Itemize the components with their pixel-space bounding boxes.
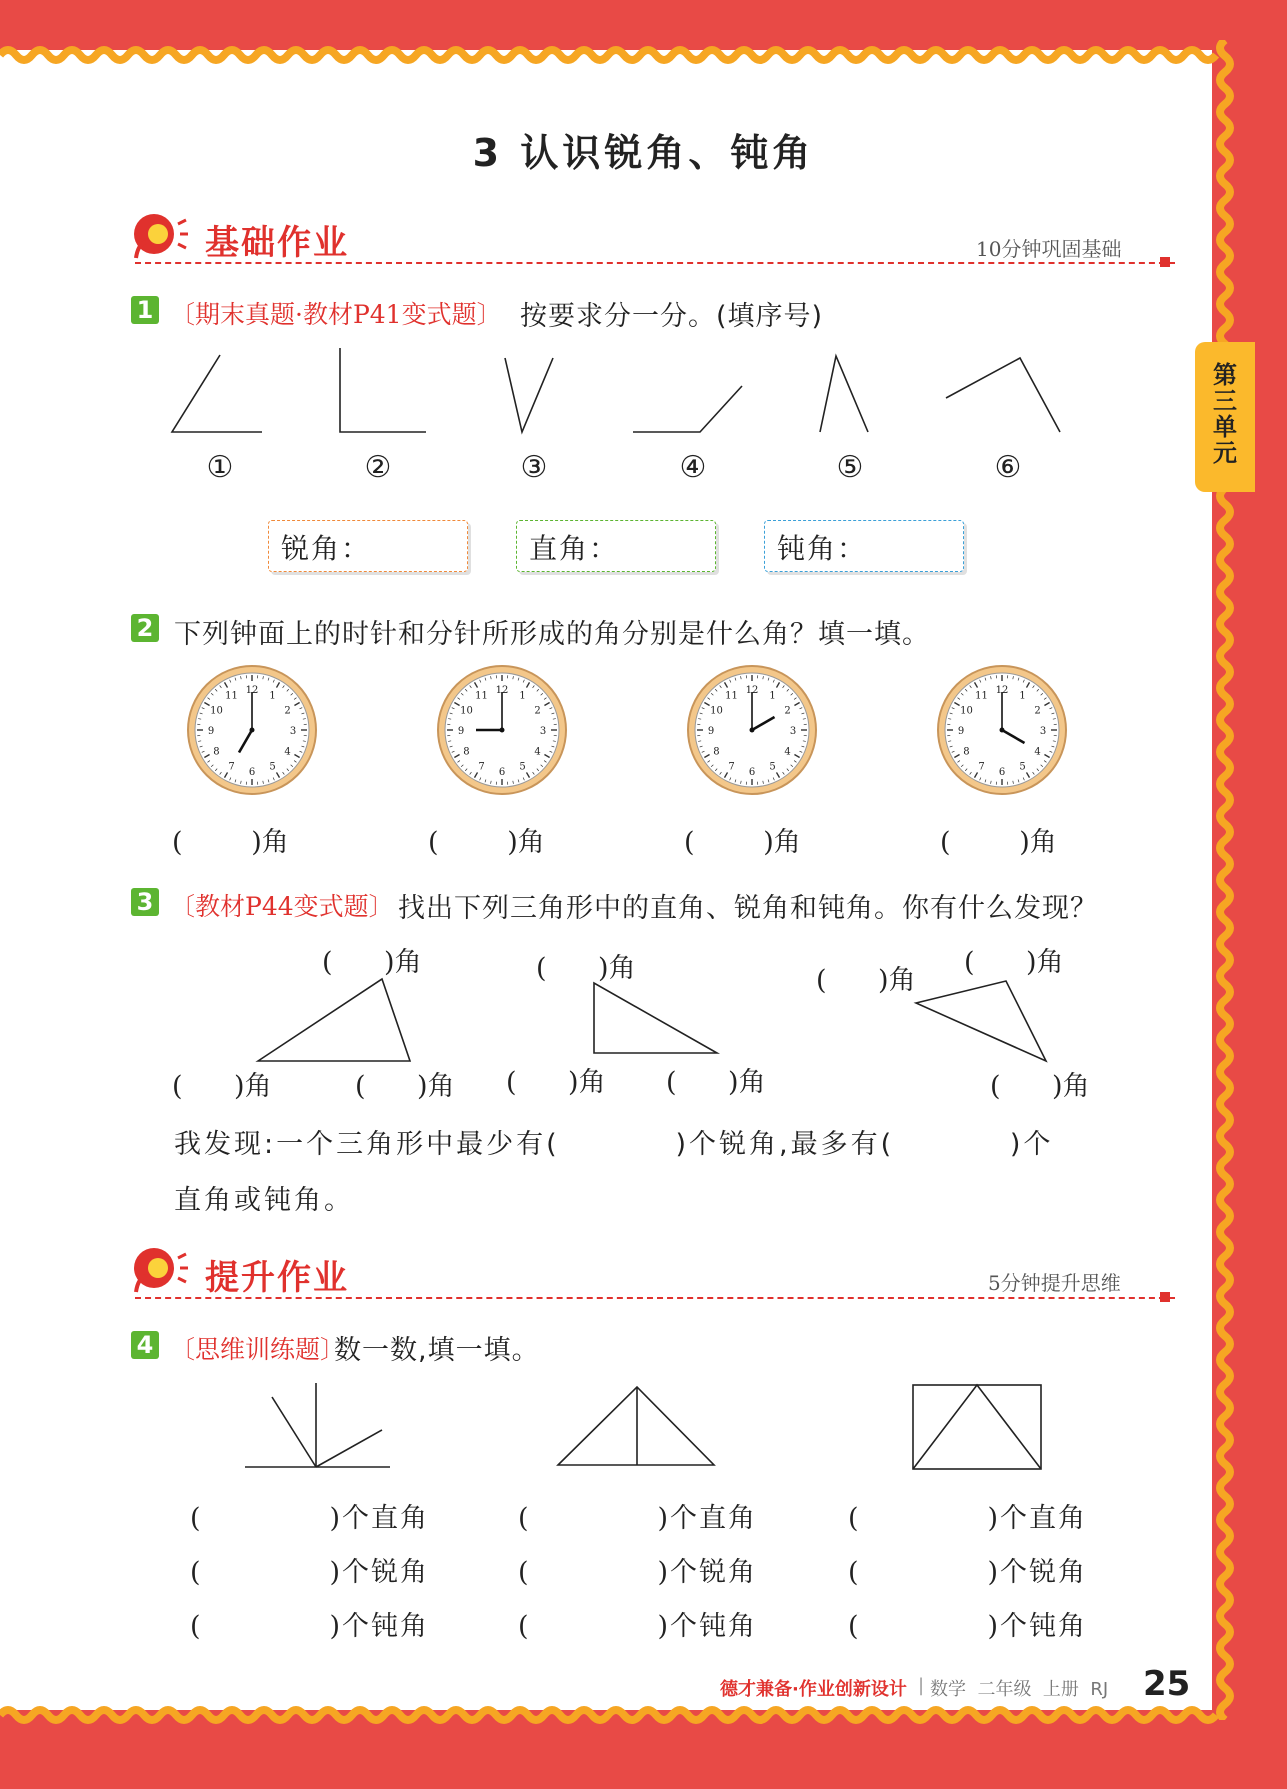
obtuse-answer-label: 钝角： bbox=[777, 532, 868, 565]
section-advanced-title: 提升作业 bbox=[205, 1258, 349, 1298]
q3-finding-line-2: 直角或钝角。 bbox=[174, 1185, 354, 1216]
svg-text:5: 5 bbox=[769, 761, 776, 773]
tri1-right-blank[interactable]: ( )角 bbox=[355, 1071, 455, 1102]
right-answer-label: 直角： bbox=[529, 532, 620, 565]
svg-text:6: 6 bbox=[498, 767, 506, 778]
q2-clocks bbox=[180, 662, 1080, 802]
angle-6 bbox=[946, 358, 1060, 432]
question-3-tag: 〔教材P44变式题〕 bbox=[170, 892, 394, 921]
unit-side-tab bbox=[1195, 342, 1255, 492]
svg-text:11: 11 bbox=[475, 690, 488, 702]
svg-text:9: 9 bbox=[707, 726, 715, 737]
unit-side-tab-label: 第三单元 bbox=[1213, 361, 1237, 467]
svg-text:4: 4 bbox=[784, 746, 791, 758]
tri3-left-blank[interactable]: ( )角 bbox=[816, 965, 916, 996]
fig2-acute-count[interactable]: ( )个锐角 bbox=[518, 1557, 758, 1588]
question-4-text: 数一数,填一填。 bbox=[334, 1335, 540, 1366]
angle-2 bbox=[340, 348, 426, 432]
angle-label-1: ① bbox=[206, 450, 234, 485]
megaphone-icon bbox=[130, 208, 190, 264]
svg-text:3: 3 bbox=[539, 726, 547, 737]
svg-text:1: 1 bbox=[269, 690, 276, 702]
svg-text:1: 1 bbox=[1019, 690, 1026, 702]
svg-text:12: 12 bbox=[995, 685, 1009, 696]
figure-rectangle-triangle bbox=[913, 1385, 1041, 1469]
svg-text:3: 3 bbox=[1039, 726, 1047, 737]
question-2-text: 下列钟面上的时针和分针所形成的角分别是什么角？填一填。 bbox=[174, 619, 930, 650]
question-2-number: 2 bbox=[131, 614, 159, 642]
svg-text:10: 10 bbox=[960, 705, 973, 717]
clock-face bbox=[188, 666, 316, 794]
svg-text:10: 10 bbox=[460, 705, 473, 717]
question-3-text: 找出下列三角形中的直角、锐角和钝角。你有什么发现？ bbox=[398, 893, 1098, 924]
svg-text:11: 11 bbox=[725, 690, 738, 702]
tri2-right-blank[interactable]: ( )角 bbox=[666, 1067, 766, 1098]
angle-1 bbox=[172, 355, 262, 432]
svg-text:3: 3 bbox=[289, 726, 297, 737]
fig2-right-count[interactable]: ( )个直角 bbox=[518, 1503, 758, 1534]
svg-text:12: 12 bbox=[245, 685, 259, 696]
fig1-obtuse-count[interactable]: ( )个钝角 bbox=[190, 1611, 430, 1642]
section-basic-title: 基础作业 bbox=[205, 223, 349, 263]
section-advanced-note: 5分钟提升思维 bbox=[988, 1271, 1121, 1295]
figure-triangle-split bbox=[558, 1387, 714, 1465]
angle-4 bbox=[633, 386, 742, 432]
svg-text:9: 9 bbox=[457, 726, 465, 737]
q2-answer-2[interactable]: ( )角 bbox=[428, 827, 545, 858]
page-number: 25 bbox=[1143, 1664, 1191, 1704]
svg-text:4: 4 bbox=[284, 746, 291, 758]
tri3-top-blank[interactable]: ( )角 bbox=[964, 947, 1064, 978]
question-1-text: 按要求分一分。(填序号) bbox=[520, 301, 824, 332]
angle-label-5: ⑤ bbox=[836, 450, 864, 485]
svg-text:11: 11 bbox=[975, 690, 988, 702]
svg-text:5: 5 bbox=[519, 761, 526, 773]
triangle-2 bbox=[594, 983, 717, 1053]
q1-angle-figures bbox=[150, 340, 1090, 450]
svg-text:2: 2 bbox=[1034, 705, 1041, 717]
q3-finding-line-1: 我发现:一个三角形中最少有( )个锐角,最多有( )个 bbox=[174, 1129, 1054, 1160]
top-wave-border bbox=[0, 30, 1287, 90]
fig3-acute-count[interactable]: ( )个锐角 bbox=[848, 1557, 1088, 1588]
right-answer-box[interactable] bbox=[516, 520, 716, 572]
question-4-number: 4 bbox=[131, 1331, 159, 1359]
clock-face bbox=[938, 666, 1066, 794]
svg-text:8: 8 bbox=[213, 746, 220, 758]
question-4-tag: 〔思维训练题〕 bbox=[170, 1335, 346, 1364]
section-advanced-divider bbox=[135, 1297, 1175, 1299]
fig1-right-count[interactable]: ( )个直角 bbox=[190, 1503, 430, 1534]
megaphone-icon bbox=[130, 1242, 190, 1298]
fig1-acute-count[interactable]: ( )个锐角 bbox=[190, 1557, 430, 1588]
svg-text:10: 10 bbox=[210, 705, 223, 717]
svg-text:2: 2 bbox=[784, 705, 791, 717]
triangle-3 bbox=[916, 981, 1046, 1061]
angle-label-2: ② bbox=[364, 450, 392, 485]
angle-5 bbox=[820, 356, 868, 432]
footer-info: 数学 二年级 上册 RJ bbox=[930, 1679, 1109, 1700]
fig3-right-count[interactable]: ( )个直角 bbox=[848, 1503, 1088, 1534]
angle-3 bbox=[505, 358, 553, 432]
q3-triangles bbox=[220, 965, 1070, 1075]
q2-answer-1[interactable]: ( )角 bbox=[172, 827, 289, 858]
fig3-obtuse-count[interactable]: ( )个钝角 bbox=[848, 1611, 1088, 1642]
svg-text:2: 2 bbox=[284, 705, 291, 717]
tri2-left-blank[interactable]: ( )角 bbox=[506, 1067, 606, 1098]
obtuse-answer-box[interactable] bbox=[764, 520, 964, 572]
svg-text:8: 8 bbox=[713, 746, 720, 758]
svg-text:7: 7 bbox=[978, 761, 985, 773]
q4-figures bbox=[230, 1375, 1070, 1475]
svg-text:12: 12 bbox=[495, 685, 509, 696]
svg-text:1: 1 bbox=[519, 690, 526, 702]
triangle-1 bbox=[258, 979, 410, 1061]
svg-text:7: 7 bbox=[228, 761, 235, 773]
svg-text:7: 7 bbox=[728, 761, 735, 773]
svg-text:8: 8 bbox=[963, 746, 970, 758]
svg-text:9: 9 bbox=[957, 726, 965, 737]
page-title: 3 认识锐角、钝角 bbox=[472, 131, 815, 175]
tri2-top-blank[interactable]: ( )角 bbox=[536, 953, 636, 984]
svg-text:6: 6 bbox=[248, 767, 256, 778]
svg-text:1: 1 bbox=[769, 690, 776, 702]
svg-text:4: 4 bbox=[1034, 746, 1041, 758]
svg-text:6: 6 bbox=[748, 767, 756, 778]
svg-text:5: 5 bbox=[1019, 761, 1026, 773]
svg-text:10: 10 bbox=[710, 705, 723, 717]
section-basic-divider-end bbox=[1160, 257, 1170, 267]
tri1-top-blank[interactable]: ( )角 bbox=[322, 947, 422, 978]
svg-text:5: 5 bbox=[269, 761, 276, 773]
svg-text:3: 3 bbox=[789, 726, 797, 737]
svg-text:6: 6 bbox=[998, 767, 1006, 778]
acute-answer-box[interactable] bbox=[268, 520, 468, 572]
svg-text:4: 4 bbox=[534, 746, 541, 758]
angle-label-6: ⑥ bbox=[994, 450, 1022, 485]
q2-answer-3[interactable]: ( )角 bbox=[684, 827, 801, 858]
section-advanced-divider-end bbox=[1160, 1292, 1170, 1302]
svg-text:9: 9 bbox=[207, 726, 215, 737]
angle-label-4: ④ bbox=[679, 450, 707, 485]
svg-text:8: 8 bbox=[463, 746, 470, 758]
tri1-left-blank[interactable]: ( )角 bbox=[172, 1071, 272, 1102]
q2-answer-4[interactable]: ( )角 bbox=[940, 827, 1057, 858]
question-1-number: 1 bbox=[131, 296, 159, 324]
question-3-number: 3 bbox=[131, 888, 159, 916]
svg-text:7: 7 bbox=[478, 761, 485, 773]
svg-text:11: 11 bbox=[225, 690, 238, 702]
question-1-tag: 〔期末真题·教材P41变式题〕 bbox=[170, 300, 502, 329]
acute-answer-label: 锐角： bbox=[281, 532, 372, 565]
section-basic-note: 10分钟巩固基础 bbox=[976, 237, 1122, 261]
right-wave-border bbox=[1205, 40, 1245, 1720]
angle-label-3: ③ bbox=[520, 450, 548, 485]
tri3-bottom-blank[interactable]: ( )角 bbox=[990, 1071, 1090, 1102]
fig2-obtuse-count[interactable]: ( )个钝角 bbox=[518, 1611, 758, 1642]
section-basic-divider bbox=[135, 262, 1175, 264]
footer-brand: 德才兼备·作业创新设计 bbox=[720, 1679, 907, 1700]
svg-text:12: 12 bbox=[745, 685, 759, 696]
footer-divider: | bbox=[918, 1675, 925, 1696]
svg-text:2: 2 bbox=[534, 705, 541, 717]
clock-face bbox=[688, 666, 816, 794]
clock-face bbox=[438, 666, 566, 794]
figure-rays bbox=[245, 1383, 390, 1467]
